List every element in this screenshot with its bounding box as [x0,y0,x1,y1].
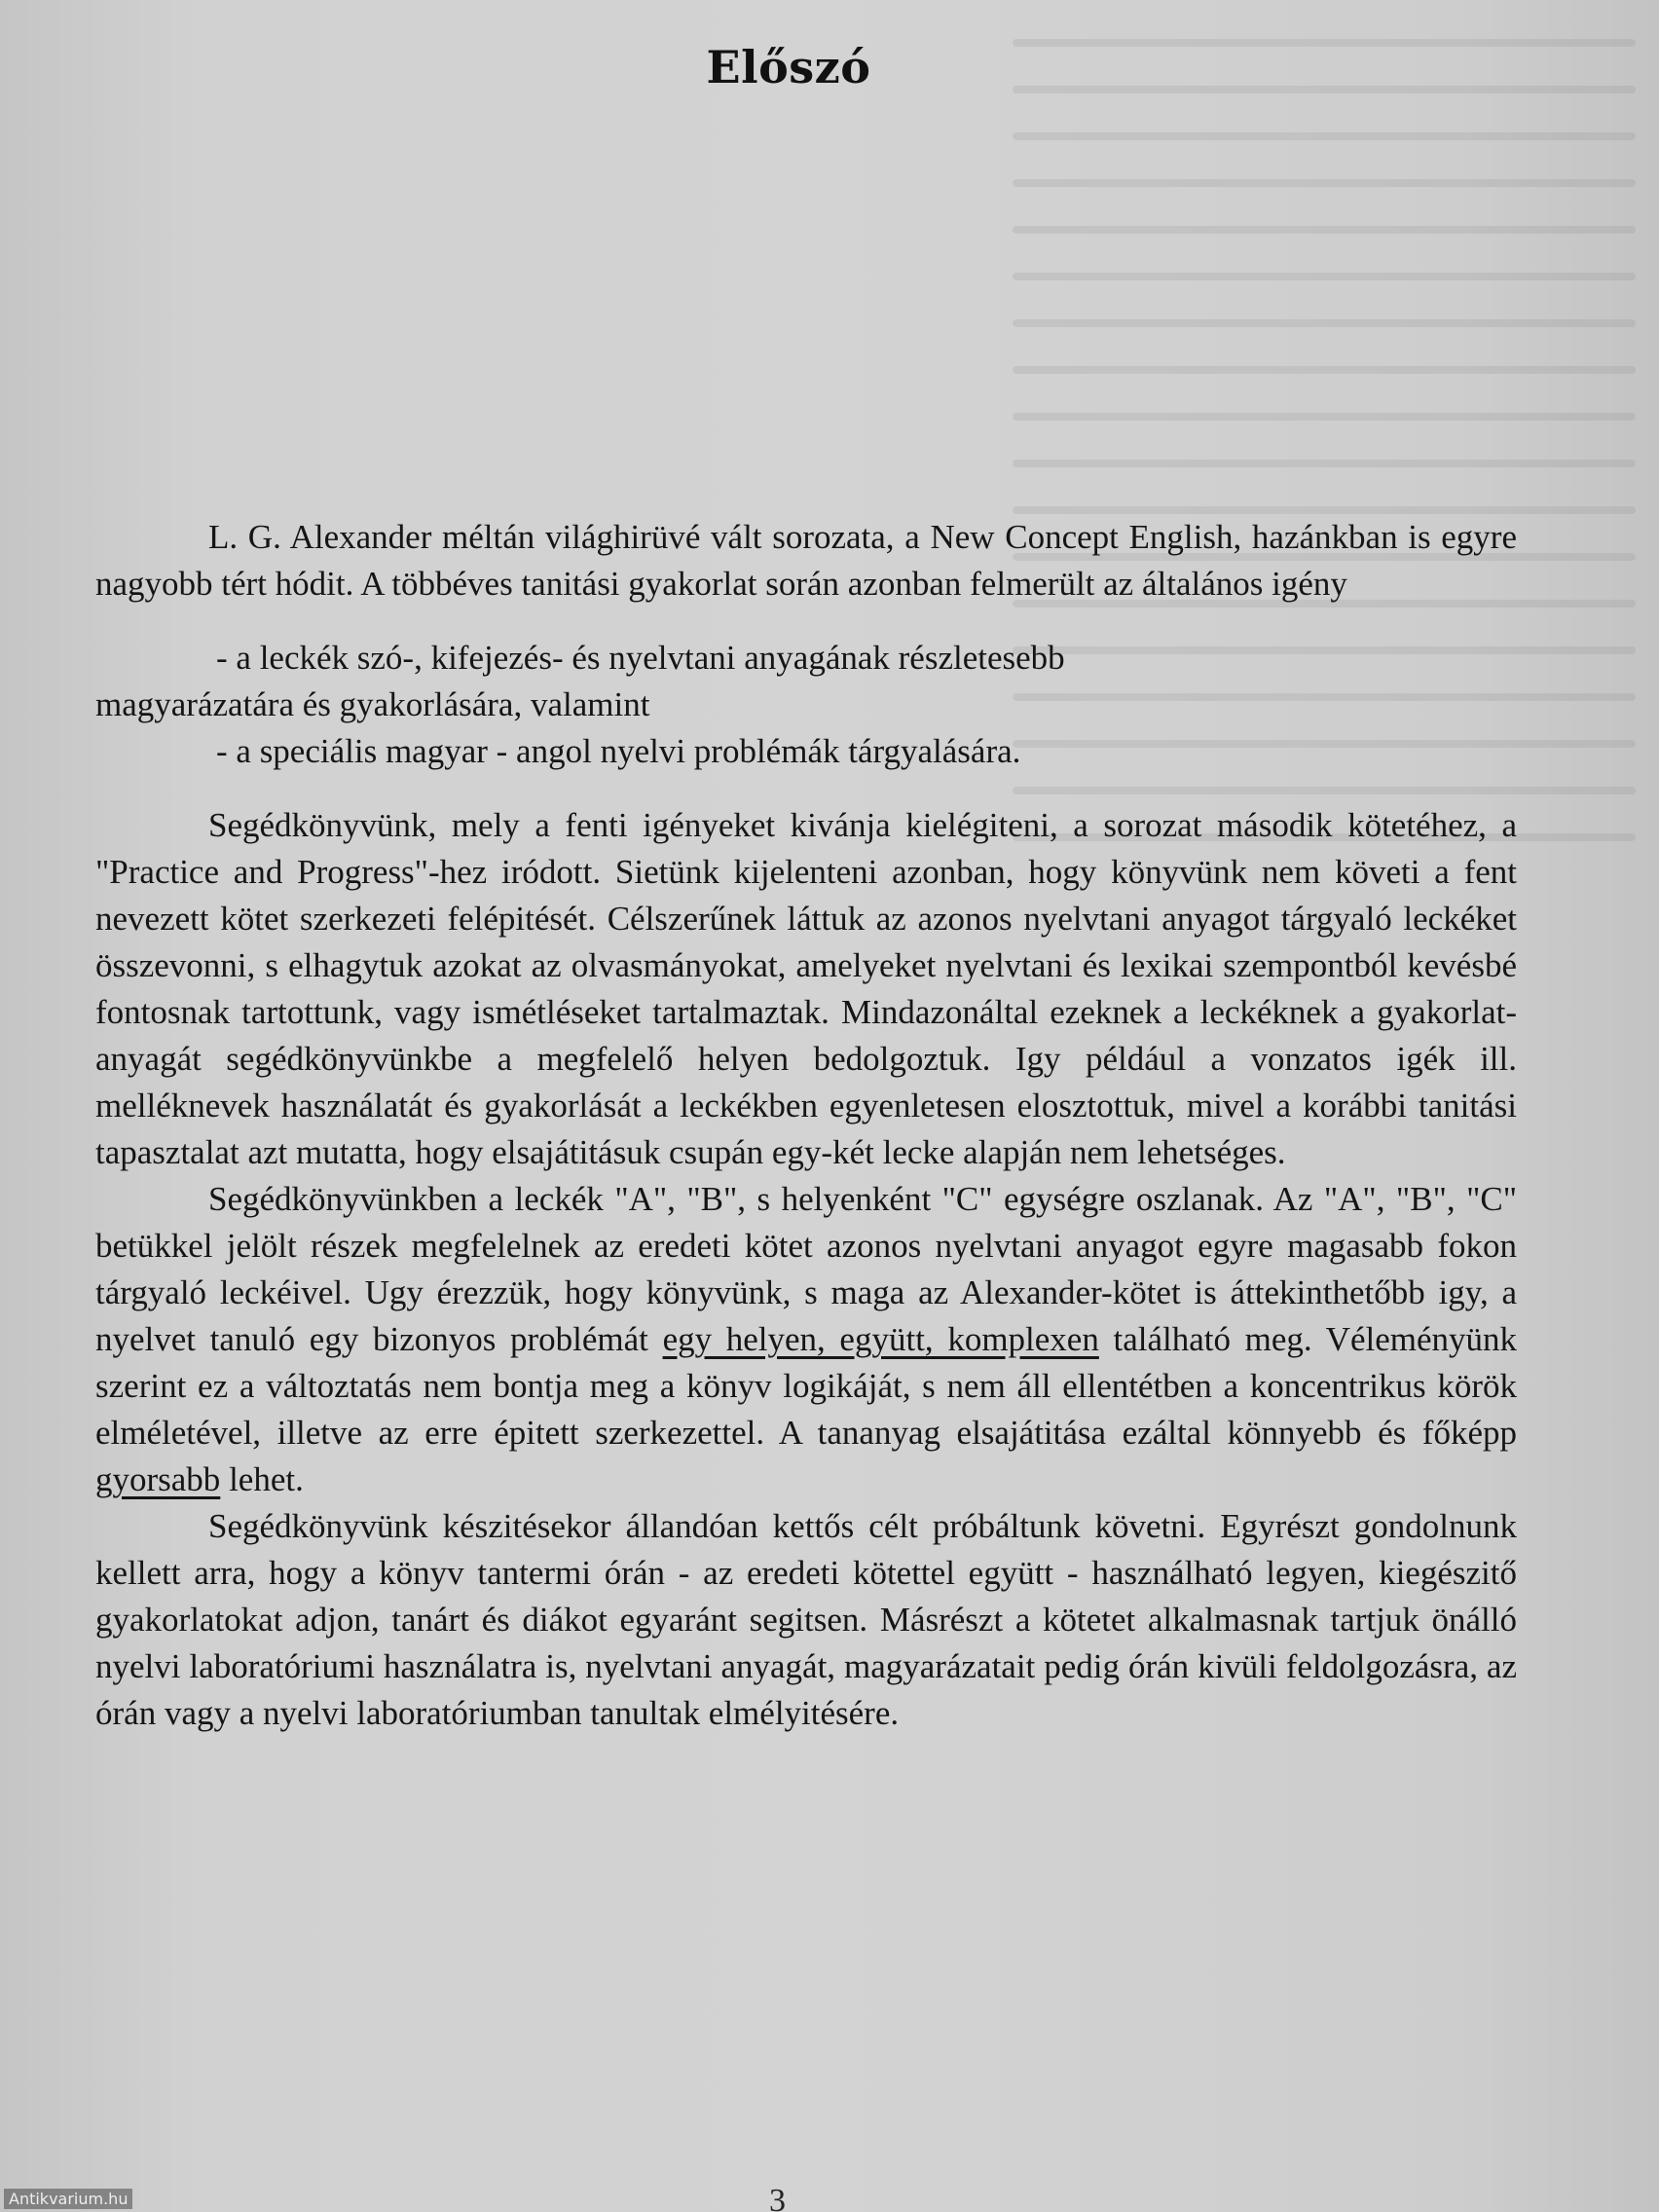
paragraph-leckek-end: lehet. [229,1460,304,1498]
watermark: Antikvarium.hu [4,2189,132,2209]
underlined-word: gyorsabb [95,1460,221,1498]
page-number: 3 [769,2183,786,2212]
paragraph-leckek-text: Segédkönyvünkben a leckék "A", "B", s helyenként "C" egységre oszlanak. Az "A", "B", "C" betükkel jelölt részek megfelelnek az eredeti kötet azonos nyelvtani anyagot egyre magasabb fokon tárgyaló leckéivel. Ugy érezzük, hogy könyvünk, s maga az Alexander-kötet is áttekinthetőbb igy, a nyelvet tanuló egy bizonyos problémát [95,1180,1517,1358]
paragraph-intro: L. G. Alexander méltán világhirüvé vált sorozata, a New Concept English, hazánkban is egyre nagyobb tért hódit. A többéves tanitási gyakorlat során azonban felmerült az általános igény [95,518,1517,603]
underlined-phrase: egy helyen, együtt, komplexen [662,1320,1099,1358]
bullet-item-1: - a leckék szó-, kifejezés- és nyelvtani anyagának részletesebb [216,639,1065,677]
bullet-item-2: - a speciális magyar - angol nyelvi problémák tárgyalására. [216,732,1021,770]
body-text [95,514,1517,1737]
bullet-item-1-continuation: magyarázatára és gyakorlására, valamint [95,685,650,723]
paragraph-leckek [95,1176,1517,1503]
paragraph-kettos-cel: Segédkönyvünk készitésekor állandóan kettős célt próbáltunk követni. Egyrészt gondolnunk kellett arra, hogy a könyv tantermi órán - az eredeti kötettel együtt - használható legyen, kiegészitő gyakorlatokat adjon, tanárt és diákot egyaránt segitsen. Másrészt a kötetet alkalmasnak tartjuk önálló nyelvi laboratóriumi használatra is, nyelvtani anyagát, magyarázatait pedig órán kivüli feldolgozásra, az órán vagy a nyelvi laboratóriumban tanultak elmélyitésére. [95,1507,1517,1732]
page-title: Előszó [706,41,871,93]
paragraph-segedkonyv: Segédkönyvünk, mely a fenti igényeket kivánja kielégiteni, a sorozat második kötetéhez, a "Practice and Progress"-hez iródott. Sietünk kijelenteni azonban, hogy könyvünk nem követi a fent nevezett kötet szerkezeti felépitését. Célszerűnek láttuk az azonos nyelvtani anyagot tárgyaló leckéket összevonni, s elhagytuk azokat az olvasmányokat, amelyeket nyelvtani és lexikai szempontból kevésbé fontosnak tartottunk, vagy ismétléseket tartalmaztak. Mindazonáltal ezeknek a leckéknek a gyakorlat-anyagát segédkönyvünkbe a megfelelő helyen bedolgoztuk. Igy például a vonzatos igék ill. melléknevek használatát és gyakorlását a leckékben egyenletesen elosztottuk, mivel a korábbi tanitási tapasztalat azt mutatta, hogy elsajátitásuk csupán egy-két lecke alapján nem lehetséges. [95,806,1517,1171]
paragraph-leckek-continuation: található meg. Véleményünk szerint ez a változtatás nem bontja meg a könyv logikáját, s nem áll ellentétben a koncentrikus körök elméletével, illetve az erre épitett szerkezettel. A tananyag elsajátitása ezáltal könnyebb és főképp [95,1320,1518,1452]
